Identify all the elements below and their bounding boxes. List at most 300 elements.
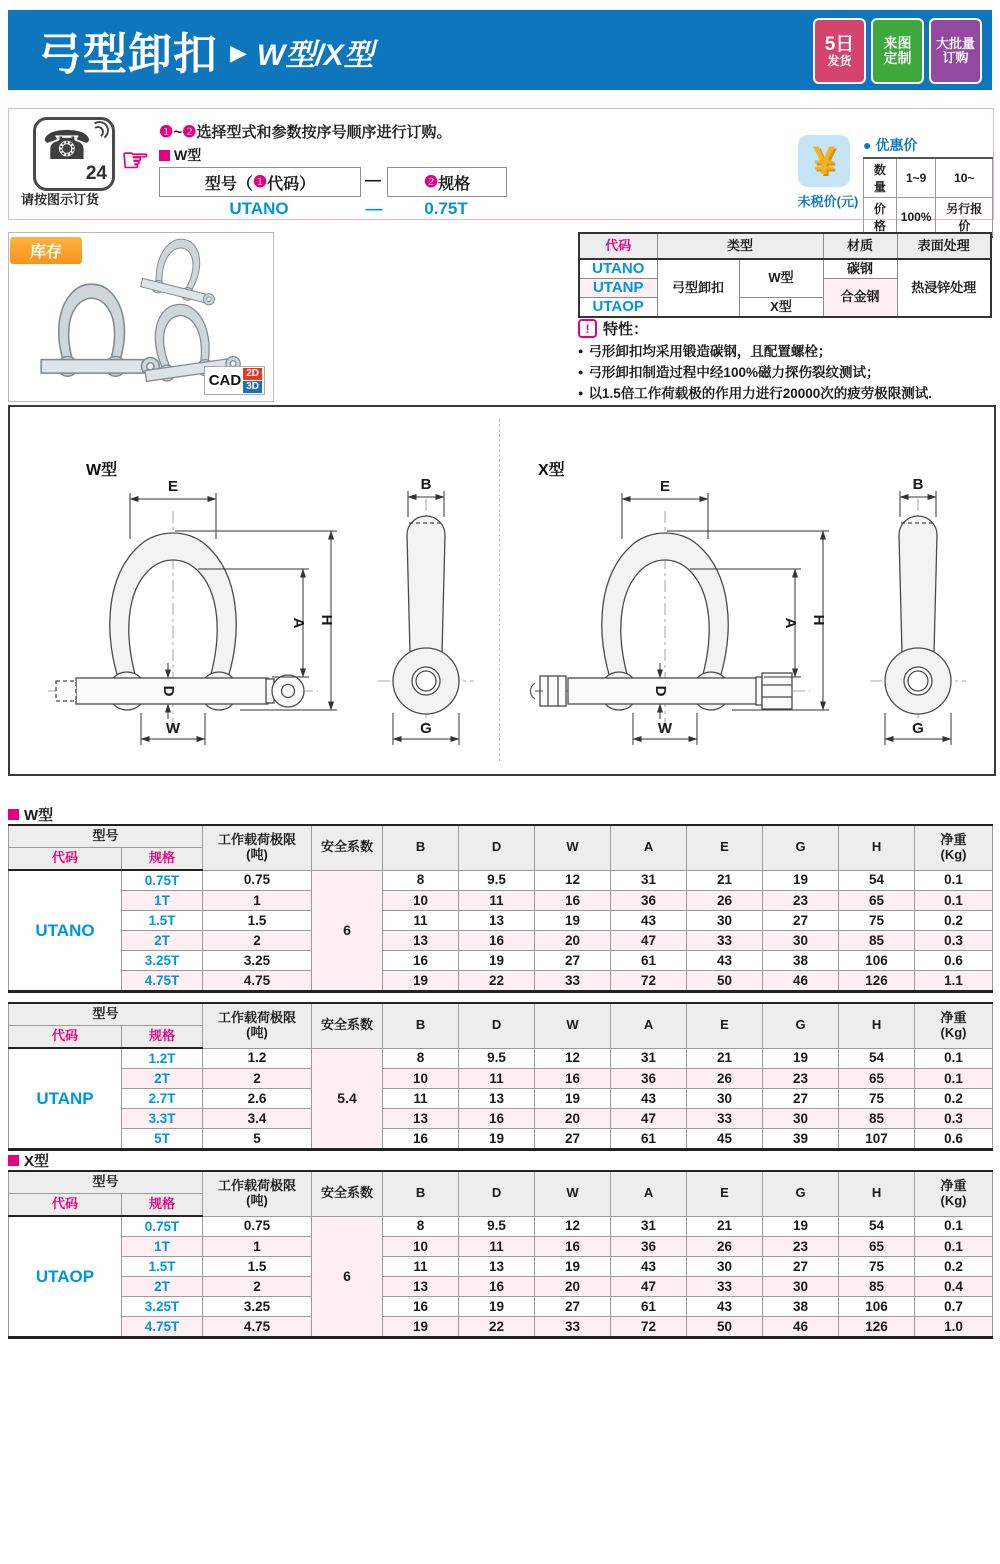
dim-cell: 36 (611, 891, 687, 911)
cad-label: CAD (208, 372, 242, 389)
diagram-divider (499, 419, 500, 761)
dim-cell: 10 (383, 1237, 459, 1257)
order-steps-text (159, 121, 451, 142)
dim-cell: 26 (687, 891, 763, 911)
dim-cell: 30 (687, 1089, 763, 1109)
page-subtitle: W型/X型 (256, 39, 374, 72)
col-H: H (839, 825, 915, 870)
col-spec: 规格 (122, 1026, 203, 1049)
dim-cell: 16 (535, 891, 611, 911)
dim-cell: 0.1 (915, 891, 993, 911)
dim-cell: 0.1 (915, 1237, 993, 1257)
spec-cell: 2T (122, 1277, 203, 1297)
col-code: 代码 (9, 848, 122, 871)
table-row (9, 891, 993, 911)
dim-cell: 19 (459, 1297, 535, 1317)
phone-caption: 请按图示订货 (21, 192, 100, 207)
price-caption: 未税价(元) (797, 194, 859, 209)
svg-text:W: W (165, 720, 181, 737)
svg-text:G: G (420, 720, 432, 737)
col-D: D (459, 1171, 535, 1216)
col-G: G (763, 1171, 839, 1216)
dim-cell: 72 (611, 1317, 687, 1338)
wll-cell: 4.75 (203, 1317, 312, 1338)
dim-cell: 45 (687, 1129, 763, 1150)
table-row (9, 1216, 993, 1237)
dim-cell: 50 (687, 1317, 763, 1338)
col-model: 型号 (9, 1003, 203, 1026)
dim-cell: 61 (611, 1297, 687, 1317)
dim-cell: 75 (839, 1257, 915, 1277)
col-G: G (763, 825, 839, 870)
cad-chips (243, 368, 262, 393)
stock-badge: 库存 (10, 237, 82, 264)
col-E: E (687, 1171, 763, 1216)
code-cell: UTANO (9, 870, 122, 992)
table-row (9, 1237, 993, 1257)
col-D: D (459, 825, 535, 870)
w-type-drawing-label: W型 (86, 462, 118, 479)
dim-cell: 19 (535, 1089, 611, 1109)
dim-cell: 27 (763, 911, 839, 931)
table-row (9, 1109, 993, 1129)
dim-cell: 36 (611, 1237, 687, 1257)
cad-2d-chip: 2D (243, 368, 262, 380)
col-W: W (535, 1003, 611, 1048)
col-weight: 净重 (Kg) (915, 1171, 993, 1216)
dim-cell: 19 (535, 1257, 611, 1277)
dim-cell: 30 (687, 1257, 763, 1277)
telephone-icon: ☎ (42, 124, 92, 168)
order-dash: — (365, 172, 381, 189)
wll-cell: 3.25 (203, 1297, 312, 1317)
col-wll: 工作载荷极限 (吨) (203, 825, 312, 870)
badge-5day-shipping[interactable] (813, 18, 866, 84)
discount-title-label: 优惠价 (875, 137, 918, 153)
w-type-tag (159, 145, 201, 165)
wll-cell: 2 (203, 931, 312, 951)
model-box-suffix: 代码） (267, 175, 316, 193)
col-E: E (687, 825, 763, 870)
col-W: W (535, 825, 611, 870)
table-row (9, 1257, 993, 1277)
dim-cell: 47 (611, 931, 687, 951)
price-cell: 另行报价 (936, 198, 993, 238)
dim-cell: 11 (383, 1089, 459, 1109)
type-cell: X型 (739, 298, 823, 318)
yen-price-icon (798, 135, 850, 187)
spec-cell: 1.5T (122, 1257, 203, 1277)
x-type-drawing (510, 473, 980, 763)
spec-cell: 0.75T (122, 870, 203, 891)
dim-cell: 0.1 (915, 1048, 993, 1069)
dimension-diagram-box (8, 405, 996, 776)
svg-text:B: B (912, 476, 924, 493)
dim-cell: 0.3 (915, 1109, 993, 1129)
table-row (9, 951, 993, 971)
dim-cell: 31 (611, 1216, 687, 1237)
dim-cell: 0.1 (915, 1216, 993, 1237)
dim-cell: 85 (839, 1109, 915, 1129)
cad-download-badge[interactable] (204, 366, 265, 395)
wll-cell: 1.2 (203, 1048, 312, 1069)
bullet-icon: ● (863, 137, 872, 153)
svg-text:A: A (782, 617, 799, 629)
dim-cell: 16 (383, 1129, 459, 1150)
svg-text:G: G (912, 720, 924, 737)
material-cell: 合金钢 (823, 279, 897, 318)
magenta-square-icon (8, 1155, 19, 1166)
wll-cell: 3.25 (203, 951, 312, 971)
dim-cell: 16 (459, 1109, 535, 1129)
price-cell: 100% (896, 198, 936, 238)
dim-cell: 16 (383, 1297, 459, 1317)
svg-text:E: E (659, 478, 671, 495)
step-2-icon: ❷ (423, 174, 439, 191)
safety-factor-cell: 6 (312, 1216, 383, 1338)
dimension-table-utaop (8, 1170, 993, 1339)
table-row (9, 1089, 993, 1109)
dim-cell: 0.4 (915, 1277, 993, 1297)
col-spec: 规格 (122, 1194, 203, 1217)
table-row (579, 233, 991, 259)
dim-cell: 16 (459, 1277, 535, 1297)
dim-cell: 43 (687, 951, 763, 971)
page-title: 弓型卸扣 (38, 30, 218, 79)
dim-cell: 20 (535, 931, 611, 951)
dim-table-head (9, 1171, 993, 1216)
feature-text: 弓形卸扣均采用锻造碳钢，且配置螺栓； (588, 344, 832, 359)
dim-cell: 50 (687, 971, 763, 992)
dim-cell: 12 (535, 1216, 611, 1237)
dim-cell: 0.1 (915, 870, 993, 891)
spec-cell: 1T (122, 1237, 203, 1257)
dim-cell: 38 (763, 951, 839, 971)
col-material: 材质 (823, 233, 897, 259)
col-D: D (459, 1003, 535, 1048)
col-safety: 安全系数 (312, 1171, 383, 1216)
material-cell: 碳钢 (823, 259, 897, 279)
dim-cell: 8 (383, 1216, 459, 1237)
dim-cell: 72 (611, 971, 687, 992)
table-row (9, 1171, 993, 1194)
dim-cell: 19 (383, 1317, 459, 1338)
badge-line: 订购 (942, 50, 969, 65)
col-wll: 工作载荷极限 (吨) (203, 1003, 312, 1048)
dim-cell: 33 (687, 931, 763, 951)
features-title-label: 特性： (603, 321, 649, 338)
col-A: A (611, 1003, 687, 1048)
dim-cell: 9.5 (459, 870, 535, 891)
dim-cell: 0.2 (915, 1257, 993, 1277)
dim-cell: 27 (763, 1089, 839, 1109)
dim-cell: 19 (535, 911, 611, 931)
wll-cell: 1 (203, 891, 312, 911)
dim-cell: 8 (383, 870, 459, 891)
w-type-tag-label: W型 (174, 147, 202, 163)
x-type-drawing-label: X型 (538, 462, 565, 479)
dim-cell: 31 (611, 1048, 687, 1069)
dimension-table-utano (8, 824, 993, 993)
dim-cell: 33 (687, 1109, 763, 1129)
dim-cell: 0.2 (915, 911, 993, 931)
dim-table-head (9, 825, 993, 870)
order-instruction-text: 选择型式和参数按序号顺序进行订购。 (196, 124, 452, 141)
badge-line: 5日 (824, 33, 855, 55)
col-code: 代码 (9, 1194, 122, 1217)
dim-cell: 126 (839, 1317, 915, 1338)
dim-cell: 30 (763, 1109, 839, 1129)
wll-cell: 0.75 (203, 1216, 312, 1237)
spec-cell: 3.25T (122, 1297, 203, 1317)
dim-cell: 1.1 (915, 971, 993, 992)
example-spec: 0.75T (424, 199, 468, 218)
col-A: A (611, 1171, 687, 1216)
price-cell: 价格 (864, 198, 897, 238)
col-B: B (383, 1171, 459, 1216)
dim-cell: 54 (839, 1048, 915, 1069)
badge-bulk-order[interactable] (929, 18, 982, 84)
dim-cell: 43 (687, 1297, 763, 1317)
features-section (578, 318, 992, 405)
table-row (9, 1069, 993, 1089)
col-H: H (839, 1003, 915, 1048)
discount-title (863, 135, 917, 155)
dim-cell: 13 (383, 1109, 459, 1129)
col-G: G (763, 1003, 839, 1048)
table-row (9, 971, 993, 992)
dim-cell: 13 (383, 931, 459, 951)
code-cell: UTAOP (579, 298, 657, 318)
table-row (9, 911, 993, 931)
dim-cell: 33 (535, 1317, 611, 1338)
dim-cell: 65 (839, 891, 915, 911)
table-row (579, 259, 991, 279)
spec-box (387, 167, 507, 197)
code-cell: UTANO (579, 259, 657, 279)
svg-text:B: B (420, 476, 432, 493)
dim-cell: 47 (611, 1109, 687, 1129)
spec-cell: 2T (122, 931, 203, 951)
col-weight: 净重 (Kg) (915, 1003, 993, 1048)
dim-cell: 20 (535, 1109, 611, 1129)
col-safety: 安全系数 (312, 1003, 383, 1048)
dim-cell: 0.2 (915, 1089, 993, 1109)
section-label-x (8, 1150, 49, 1171)
dim-cell: 19 (763, 1048, 839, 1069)
table-row (9, 1277, 993, 1297)
bullet-icon: ● (578, 367, 584, 377)
dim-cell: 46 (763, 971, 839, 992)
dim-cell: 21 (687, 870, 763, 891)
feature-text: 弓形卸扣制造过程中经100%磁力探伤裂纹测试； (588, 365, 880, 380)
col-weight: 净重 (Kg) (915, 825, 993, 870)
price-cell: 数量 (864, 158, 897, 198)
spec-cell: 2T (122, 1069, 203, 1089)
dim-cell: 27 (535, 1129, 611, 1150)
wll-cell: 4.75 (203, 971, 312, 992)
table-row (9, 1129, 993, 1150)
dim-cell: 19 (459, 951, 535, 971)
wll-cell: 0.75 (203, 870, 312, 891)
table-row (9, 931, 993, 951)
svg-text:D: D (652, 685, 669, 697)
order-instruction-box (8, 108, 994, 233)
svg-text:D: D (160, 685, 177, 697)
surface-cell: 热浸锌处理 (897, 259, 991, 317)
dim-cell: 38 (763, 1297, 839, 1317)
feature-item (578, 384, 992, 405)
dim-table-head (9, 1003, 993, 1048)
safety-factor-cell: 6 (312, 870, 383, 992)
dim-cell: 9.5 (459, 1216, 535, 1237)
dim-cell: 11 (459, 1237, 535, 1257)
code-cell: UTANP (9, 1048, 122, 1150)
dim-cell: 27 (535, 951, 611, 971)
spec-cell: 0.75T (122, 1216, 203, 1237)
dim-cell: 23 (763, 1237, 839, 1257)
dim-cell: 0.6 (915, 951, 993, 971)
wll-cell: 2 (203, 1069, 312, 1089)
magenta-square-icon (159, 150, 170, 161)
dim-cell: 20 (535, 1277, 611, 1297)
cad-3d-chip: 3D (243, 381, 262, 393)
dim-cell: 16 (459, 931, 535, 951)
badge-line: 发货 (827, 53, 852, 68)
dim-cell: 107 (839, 1129, 915, 1150)
spec-cell: 1.5T (122, 911, 203, 931)
dim-cell: 0.6 (915, 1129, 993, 1150)
dim-cell: 10 (383, 1069, 459, 1089)
dim-cell: 27 (535, 1297, 611, 1317)
dim-cell: 12 (535, 870, 611, 891)
table-row (864, 158, 993, 198)
spec-cell: 4.75T (122, 971, 203, 992)
feature-text: 以1.5倍工作荷载极的作用力进行20000次的疲劳极限测试. (588, 386, 932, 401)
dim-cell: 13 (459, 911, 535, 931)
feature-item (578, 363, 992, 384)
dim-cell: 16 (535, 1069, 611, 1089)
dim-cell: 21 (687, 1216, 763, 1237)
col-model: 型号 (9, 825, 203, 848)
col-B: B (383, 825, 459, 870)
table-row (9, 1317, 993, 1338)
svg-text:E: E (167, 478, 179, 495)
col-spec: 规格 (122, 848, 203, 871)
step-1-icon: ❶ (252, 174, 268, 191)
dim-cell: 21 (687, 1048, 763, 1069)
w-type-drawing (18, 473, 488, 763)
dim-cell: 43 (611, 911, 687, 931)
table-row (9, 1048, 993, 1069)
wll-cell: 3.4 (203, 1109, 312, 1129)
col-safety: 安全系数 (312, 825, 383, 870)
dim-cell: 30 (763, 1277, 839, 1297)
section-label-w (8, 804, 53, 825)
dim-cell: 26 (687, 1069, 763, 1089)
dim-cell: 13 (383, 1277, 459, 1297)
dim-cell: 39 (763, 1129, 839, 1150)
dimension-table-utanp (8, 1002, 993, 1151)
model-code-box (159, 167, 361, 197)
dim-cell: 1.0 (915, 1317, 993, 1338)
magenta-square-icon (8, 809, 19, 820)
dim-cell: 16 (535, 1237, 611, 1257)
col-code: 代码 (9, 1026, 122, 1049)
dim-cell: 11 (459, 1069, 535, 1089)
wll-cell: 1.5 (203, 911, 312, 931)
category-cell: 弓型卸扣 (657, 259, 739, 317)
price-cell: 10~ (936, 158, 993, 198)
col-A: A (611, 825, 687, 870)
dim-cell: 43 (611, 1257, 687, 1277)
price-cell: 1~9 (896, 158, 936, 198)
wll-cell: 2.6 (203, 1089, 312, 1109)
spec-cell: 3.3T (122, 1109, 203, 1129)
badge-line: 定制 (883, 50, 912, 66)
dim-cell: 22 (459, 971, 535, 992)
code-type-table (578, 232, 992, 318)
phone-24-label: 24 (85, 163, 107, 184)
dim-cell: 13 (459, 1089, 535, 1109)
col-B: B (383, 1003, 459, 1048)
spec-cell: 1.2T (122, 1048, 203, 1069)
badge-line: 大批量 (935, 36, 975, 52)
dim-cell: 31 (611, 870, 687, 891)
page-header (8, 10, 992, 90)
code-cell: UTANP (579, 279, 657, 298)
section-label-text: X型 (24, 1153, 50, 1170)
table-row (9, 825, 993, 848)
dim-cell: 0.7 (915, 1297, 993, 1317)
price-table (863, 157, 993, 238)
badge-line: 来图 (883, 35, 912, 52)
table-row (9, 1297, 993, 1317)
badge-custom-drawing[interactable] (871, 18, 924, 84)
feature-item (578, 342, 992, 363)
dim-cell: 9.5 (459, 1048, 535, 1069)
table-row (9, 870, 993, 891)
header-badges (813, 18, 982, 84)
safety-factor-cell: 5.4 (312, 1048, 383, 1150)
dim-cell: 65 (839, 1069, 915, 1089)
dim-cell: 8 (383, 1048, 459, 1069)
dim-cell: 11 (459, 891, 535, 911)
col-model: 型号 (9, 1171, 203, 1194)
dim-cell: 0.3 (915, 931, 993, 951)
yen-symbol: ¥ (812, 138, 836, 183)
dim-cell: 85 (839, 931, 915, 951)
dim-cell: 23 (763, 891, 839, 911)
step-2-icon: ❷ (182, 124, 197, 141)
svg-text:A: A (290, 617, 307, 629)
col-surface: 表面处理 (897, 233, 991, 259)
wll-cell: 1 (203, 1237, 312, 1257)
dim-cell: 47 (611, 1277, 687, 1297)
dim-cell: 61 (611, 1129, 687, 1150)
code-cell: UTAOP (9, 1216, 122, 1338)
spec-cell: 2.7T (122, 1089, 203, 1109)
phone-24h-icon (33, 117, 115, 191)
dim-cell: 106 (839, 1297, 915, 1317)
dim-cell: 19 (763, 870, 839, 891)
table-row (9, 1003, 993, 1026)
spec-cell: 5T (122, 1129, 203, 1150)
spec-cell: 4.75T (122, 1317, 203, 1338)
dim-cell: 75 (839, 911, 915, 931)
svg-text:H: H (318, 614, 335, 626)
features-title (578, 318, 992, 339)
